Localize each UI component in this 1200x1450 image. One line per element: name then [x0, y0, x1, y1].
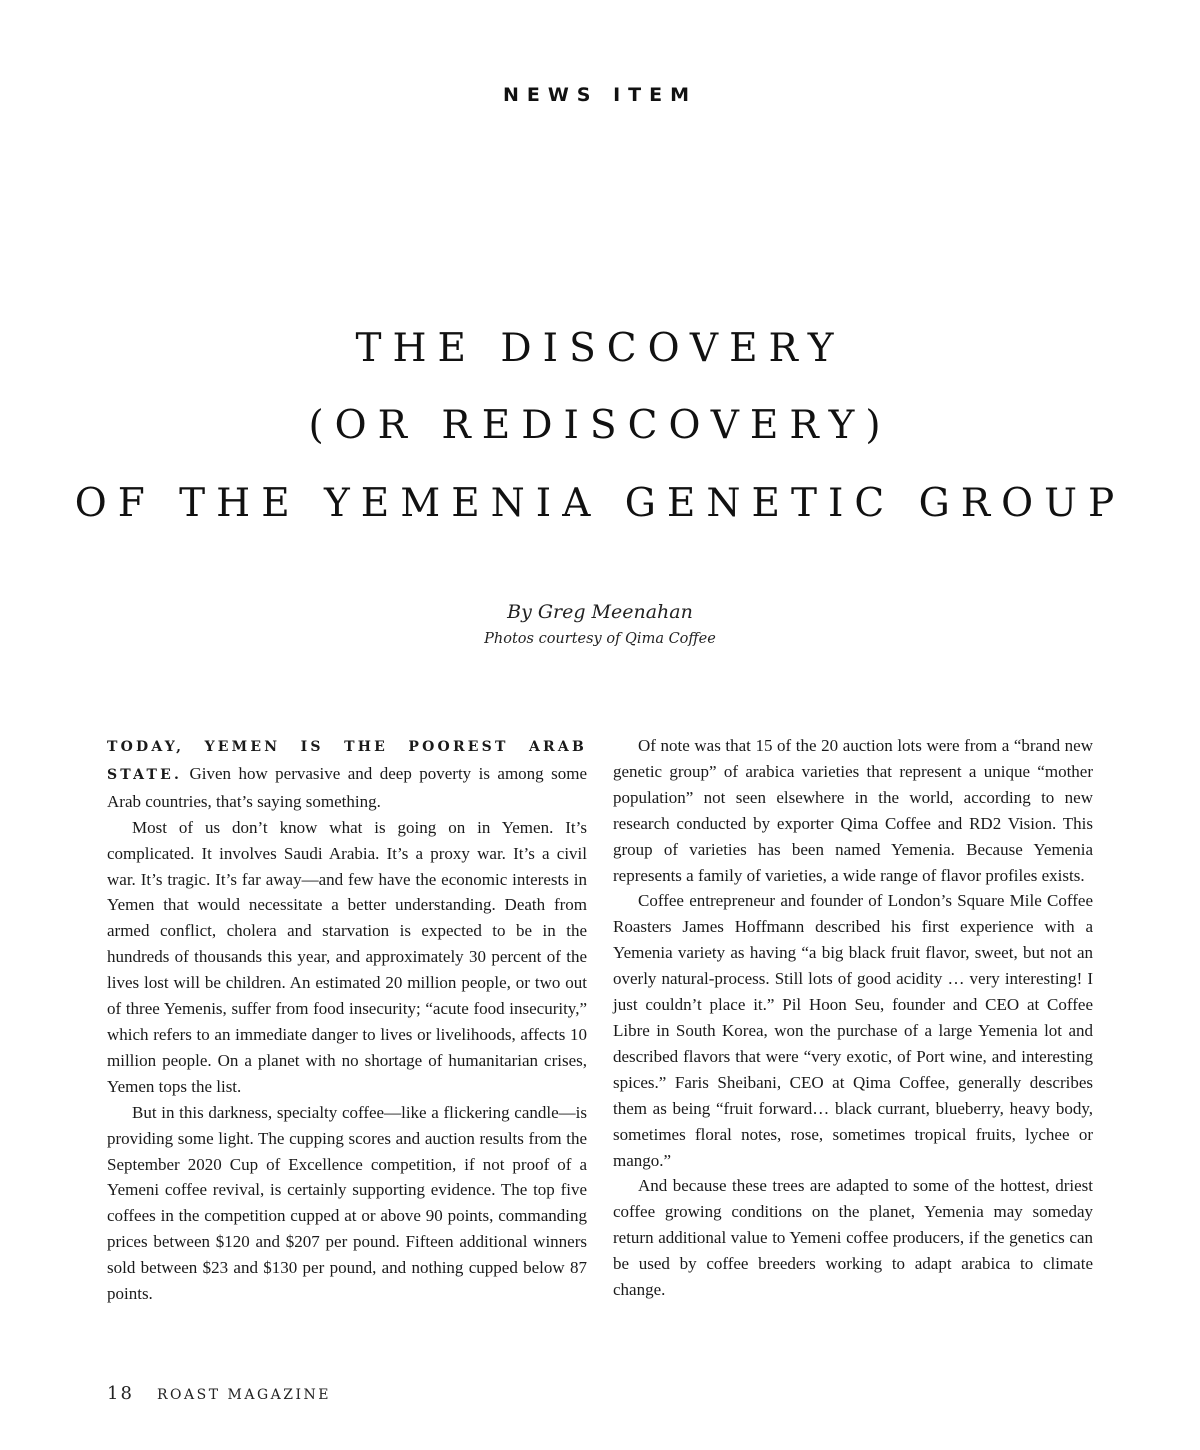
article-title-line-3: OF THE YEMENIA GENETIC GROUP [74, 481, 1126, 526]
body-paragraph: Of note was that 15 of the 20 auction lots were from a “brand new genetic group” of arabica varieties that represent a unique “mother population” not seen elsewhere in the world, according to new research conducted by exporter Qima Coffee and RD2 Vision. This group of varieties has been named Yemenia. Because Yemenia represents a family of varieties, a wide range of flavor profiles exists. [613, 736, 1093, 885]
right-column [613, 733, 1093, 1303]
body-paragraph: Most of us don’t know what is going on in Yemen. It’s complicated. It involves Saudi Arabia. It’s a proxy war. It’s a civil war. It’s tragic. It’s far away—and few have the economic interests in Yemen that would necessitate a better understanding. Death from armed conflict, cholera and starvation is expected to be in the hundreds of thousands this year, and approximately 30 percent of the lives lost will be children. An estimated 20 million people, or two out of three Yemenis, suffer from food insecurity; “acute food insecurity,” which refers to an immediate danger to lives or livelihoods, affects 10 million people. On a planet with no shortage of humanitarian crises, Yemen tops the list. [107, 817, 587, 1096]
body-paragraph [107, 733, 587, 815]
body-paragraph: And because these trees are adapted to some of the hottest, driest coffee growing conditions on the planet, Yemenia may someday return additional value to Yemeni coffee producers, if the genetics can be used by coffee breeders working to adapt arabica to climate change. [613, 1176, 1093, 1300]
article-title-line-1: THE DISCOVERY [355, 326, 845, 371]
byline: By Greg Meenahan [507, 601, 693, 623]
page-footer [107, 1383, 331, 1404]
paragraph-text: Given how pervasive and deep poverty is among some Arab countries, that’s saying something. [107, 763, 587, 811]
photo-credit: Photos courtesy of Qima Coffee [484, 631, 716, 647]
magazine-name: ROAST MAGAZINE [157, 1387, 331, 1403]
page-number: 18 [107, 1383, 134, 1404]
article-title-line-2: (OR REDISCOVERY) [308, 403, 892, 448]
body-paragraph: Coffee entrepreneur and founder of London’s Square Mile Coffee Roasters James Hoffmann described his first experience with a Yemenia variety as having “a big black fruit flavor, sweet, but not an overly natural-process. Still lots of good acidity … very interesting! I just couldn’t place it.” Pil Hoon Seu, founder and CEO at Coffee Libre in South Korea, won the purchase of a large Yemenia lot and described flavors that were “very exotic, of Port wine, and interesting spices.” Faris Sheibani, CEO at Qima Coffee, generally describes them as being “fruit forward… black currant, blueberry, heavy body, sometimes floral notes, rose, sometimes tropical fruits, lychee or mango.” [613, 891, 1093, 1170]
lead-in: TODAY, YEMEN IS THE POOREST ARAB STATE. [107, 739, 587, 783]
left-column [107, 733, 587, 1307]
body-paragraph: But in this darkness, specialty coffee—like a flickering candle—is providing some light. The cupping scores and auction results from the September 2020 Cup of Excellence competition, if not proof of a Yemeni coffee revival, is certainly supporting evidence. The top five coffees in the competition cupped at or above 90 points, commanding prices between $120 and $207 per pound. Fifteen additional winners sold between $23 and $130 per pound, and nothing cupped below 87 points. [107, 1102, 587, 1304]
section-label: NEWS ITEM [502, 84, 698, 106]
